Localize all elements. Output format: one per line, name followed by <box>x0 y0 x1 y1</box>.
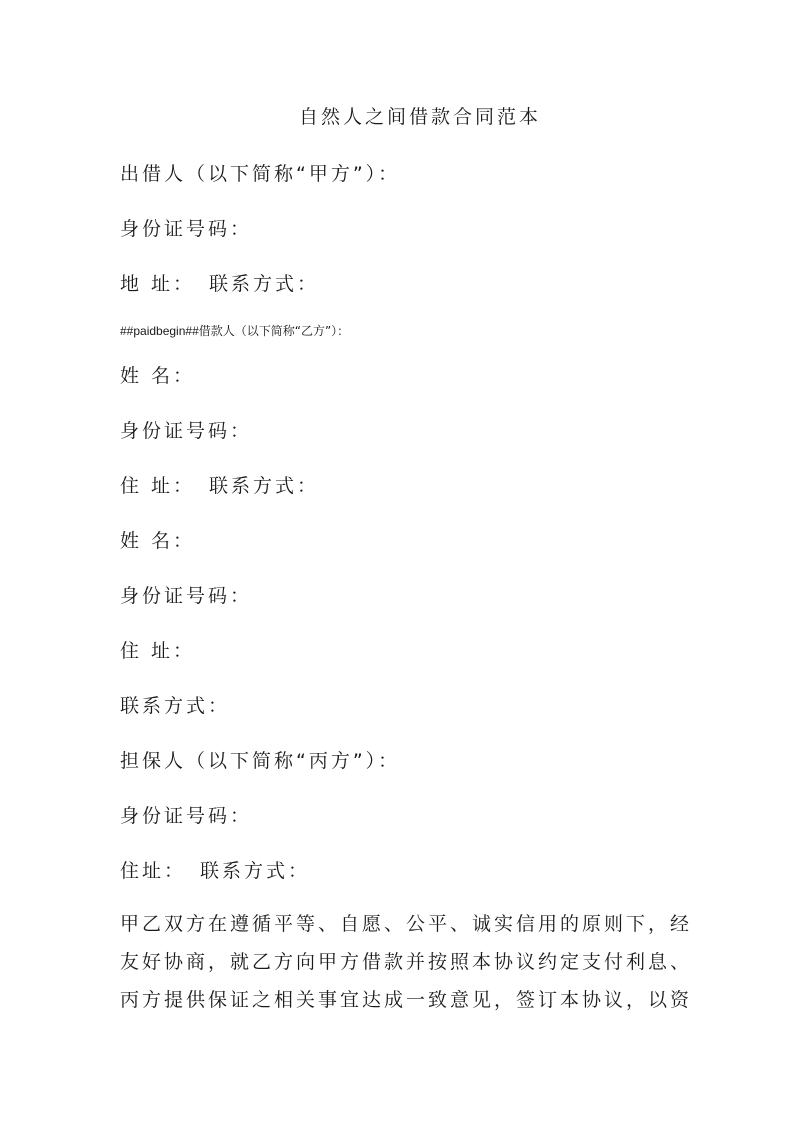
lender-contact-label: 联系方式： <box>209 273 320 295</box>
paragraph-line: 甲乙双方在遵循平等、自愿、公平、诚实信用的原则下，经 <box>120 913 693 935</box>
borrower-address-label-1: 住 址： <box>120 475 196 497</box>
lender-address-label: 地 址： <box>120 273 196 295</box>
lender-id-line: 身份证号码： <box>120 218 253 240</box>
document-title: 自然人之间借款合同范本 <box>298 106 541 128</box>
borrower-address-line-2: 住 址： <box>120 640 196 662</box>
borrower-heading-line <box>120 322 349 340</box>
guarantor-contact-label: 联系方式： <box>200 860 311 882</box>
guarantor-address-label: 住址： <box>120 860 187 882</box>
borrower-label: 借款人（以下简称“乙方”）： <box>198 324 350 338</box>
guarantor-address-line <box>120 857 310 885</box>
borrower-name-line-2: 姓 名： <box>120 530 196 552</box>
borrower-address-line-1 <box>120 472 319 500</box>
guarantor-id-line: 身份证号码： <box>120 805 253 827</box>
borrower-name-line-1: 姓 名： <box>120 365 196 387</box>
guarantor-line: 担保人（以下简称“丙方”）： <box>120 750 401 772</box>
borrower-contact-label-1: 联系方式： <box>209 475 320 497</box>
borrower-id-line-1: 身份证号码： <box>120 420 253 442</box>
borrower-id-line-2: 身份证号码： <box>120 585 253 607</box>
lender-address-line <box>120 270 319 298</box>
agreement-paragraph <box>120 905 693 1019</box>
paragraph-line: 丙方提供保证之相关事宜达成一致意见，签订本协议，以资 <box>120 989 693 1011</box>
paid-marker: ##paidbegin## <box>120 324 199 338</box>
borrower-contact-line-2: 联系方式： <box>120 695 231 717</box>
lender-line: 出借人（以下简称“甲方”）： <box>120 163 401 185</box>
paragraph-line: 友好协商，就乙方向甲方借款并按照本协议约定支付利息、 <box>120 951 693 973</box>
